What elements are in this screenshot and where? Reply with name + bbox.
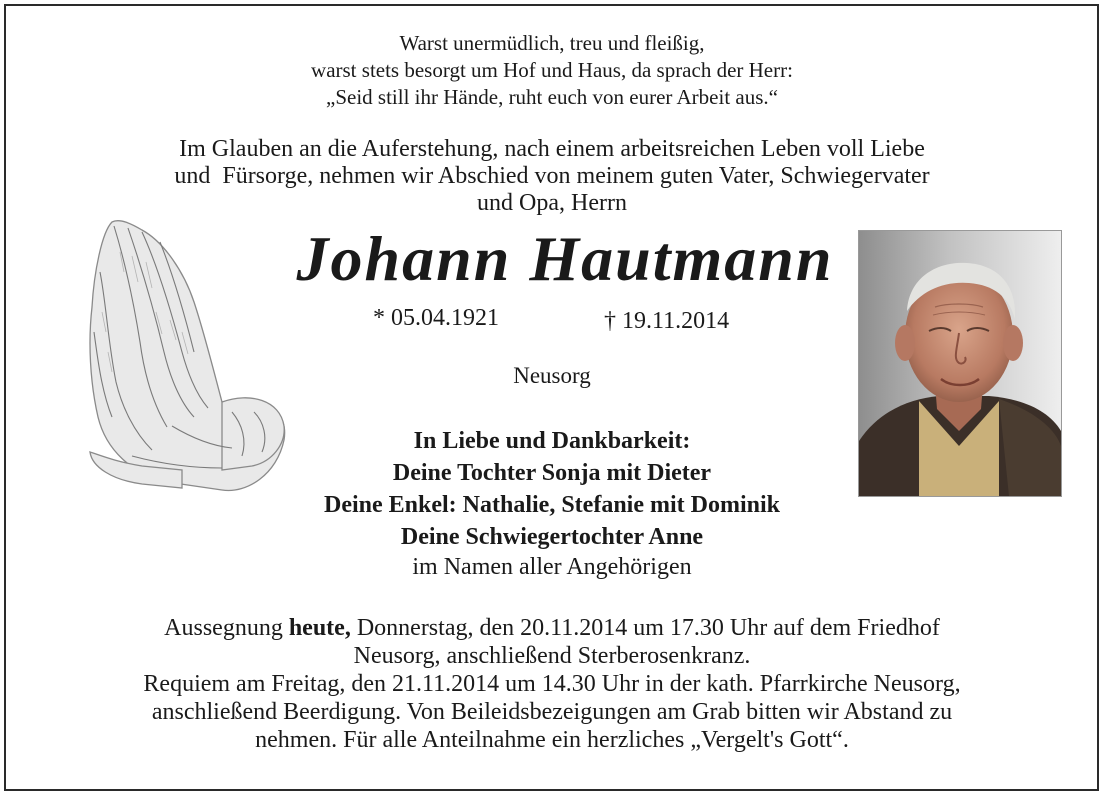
mourners-list xyxy=(0,425,1104,581)
funeral-line-1-pre: Aussegnung xyxy=(164,615,289,641)
funeral-details xyxy=(0,614,1104,754)
funeral-line-1 xyxy=(0,614,1104,642)
poem-line-1: Warst unermüdlich, treu und fleißig, xyxy=(399,31,705,55)
birth-date: * 05.04.1921 xyxy=(373,305,499,331)
mourners-line-3: Deine Enkel: Nathalie, Stefanie mit Dominik xyxy=(324,492,780,518)
poem-line-3: „Seid still ihr Hände, ruht euch von eurer Arbeit aus.“ xyxy=(326,85,778,109)
death-date: † 19.11.2014 xyxy=(604,308,730,334)
deceased-name: Johann Hautmann xyxy=(296,223,834,294)
funeral-line-4: anschließend Beerdigung. Von Beileidsbezeigungen am Grab bitten wir Abstand zu xyxy=(151,699,953,725)
mourners-line-1: In Liebe und Dankbarkeit: xyxy=(413,428,691,454)
funeral-line-3: Requiem am Freitag, den 21.11.2014 um 14.30 Uhr in der kath. Pfarrkirche Neusorg, xyxy=(143,671,961,697)
mourners-closing: im Namen aller Angehörigen xyxy=(412,554,692,580)
intro-line-3: und Opa, Herrn xyxy=(477,190,627,216)
mourners-line-4: Deine Schwiegertochter Anne xyxy=(400,524,704,550)
funeral-line-1-post: Donnerstag, den 20.11.2014 um 17.30 Uhr auf dem Friedhof xyxy=(350,615,940,641)
intro-line-1: Im Glauben an die Auferstehung, nach einem arbeitsreichen Leben voll Liebe xyxy=(179,136,925,162)
place-name: Neusorg xyxy=(513,363,591,388)
poem xyxy=(0,30,1104,111)
funeral-line-5: nehmen. Für alle Anteilnahme ein herzliches „Vergelt's Gott“. xyxy=(255,727,849,753)
funeral-line-2: Neusorg, anschließend Sterberosenkranz. xyxy=(353,643,751,669)
mourners-line-2: Deine Tochter Sonja mit Dieter xyxy=(392,460,712,486)
poem-line-2: warst stets besorgt um Hof und Haus, da sprach der Herr: xyxy=(311,58,793,82)
funeral-today: heute, xyxy=(288,615,351,641)
intro-line-2: und Fürsorge, nehmen wir Abschied von meinem guten Vater, Schwiegervater xyxy=(174,163,930,189)
intro-text xyxy=(0,136,1104,217)
